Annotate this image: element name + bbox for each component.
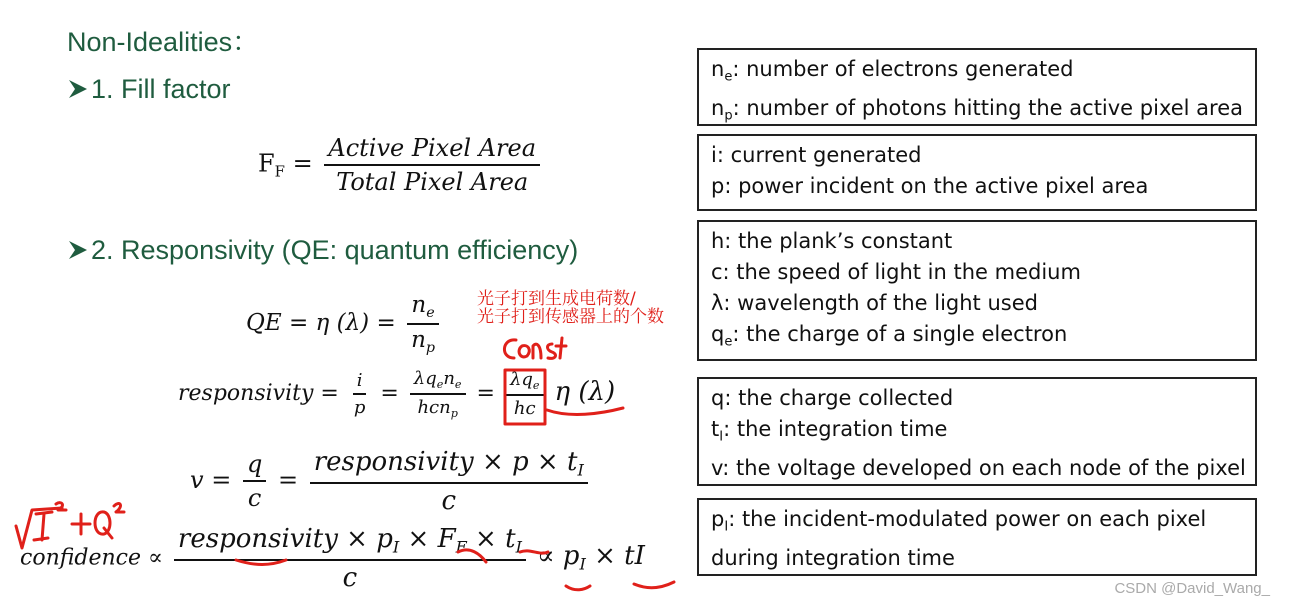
fill-factor-denominator: Total Pixel Area bbox=[336, 168, 529, 196]
definition-i: i: current generated bbox=[711, 143, 922, 167]
definition-p: p: power incident on the active pixel area bbox=[711, 174, 1149, 198]
responsivity-formula: responsivity = $\frac{i}{p}$ = $\frac{\lambda q_en_e}{hcn_p}$ = $\frac{\lambda q_e}{hc}$ η (λ) bbox=[178, 368, 616, 420]
arrow-bullet-icon bbox=[67, 239, 89, 261]
definition-box-current bbox=[697, 134, 1257, 211]
definition-lambda: λ: wavelength of the light used bbox=[711, 291, 1038, 315]
confidence-formula: confidence ∝ $\frac{responsivity \times p_I \times F_F \times t_I}{c}$ ∝ $p_I$ × tI bbox=[20, 524, 645, 593]
arrow-bullet-icon bbox=[67, 78, 89, 100]
definition-h: h: the plank’s constant bbox=[711, 229, 953, 253]
definition-q: q: the charge collected bbox=[711, 386, 954, 410]
section-responsivity-label: 2. Responsivity (QE: quantum efficiency) bbox=[91, 235, 579, 265]
definition-pi: $p_I$: the incident-modulated power on each pixel bbox=[711, 507, 1207, 535]
qe-formula: QE = η (λ) = $\frac{n_e}{n_p}$ bbox=[246, 292, 443, 356]
definition-box-power bbox=[697, 498, 1257, 576]
section-responsivity bbox=[67, 235, 578, 266]
definition-v: v: the voltage developed on each node of the pixel bbox=[711, 455, 1246, 480]
definition-pi-cont: during integration time bbox=[711, 545, 955, 570]
definition-np: $n_p$: number of photons hitting the active pixel area bbox=[711, 95, 1243, 124]
section-fill-factor bbox=[67, 74, 231, 105]
definition-ne: $n_e$: number of electrons generated bbox=[711, 57, 1074, 85]
definition-c: c: the speed of light in the medium bbox=[711, 260, 1081, 284]
watermark: CSDN @David_Wang_ bbox=[1114, 580, 1270, 597]
definition-box-constants bbox=[697, 220, 1257, 361]
section-fill-factor-label: 1. Fill factor bbox=[91, 74, 231, 104]
definition-qe: $q_e$: the charge of a single electron bbox=[711, 322, 1068, 350]
definition-box-voltage bbox=[697, 377, 1257, 486]
definition-box-qe bbox=[697, 48, 1257, 126]
voltage-formula: v = $\frac{q}{c}$ = $\frac{responsivity \times p \times t_I}{c}$ bbox=[190, 447, 592, 516]
page-title: Non-Idealities： bbox=[67, 27, 260, 57]
fill-factor-formula: $F_F$ = $\frac{\text{Active Pixel Area}}{\text{Total Pixel Area}}$ bbox=[258, 134, 544, 196]
chinese-annotation: 光子打到生成电荷数/ 光子打到传感器上的个数 bbox=[477, 289, 664, 327]
fill-factor-numerator: Active Pixel Area bbox=[324, 134, 540, 166]
definition-ti: $t_I$: the integration time bbox=[711, 417, 948, 445]
